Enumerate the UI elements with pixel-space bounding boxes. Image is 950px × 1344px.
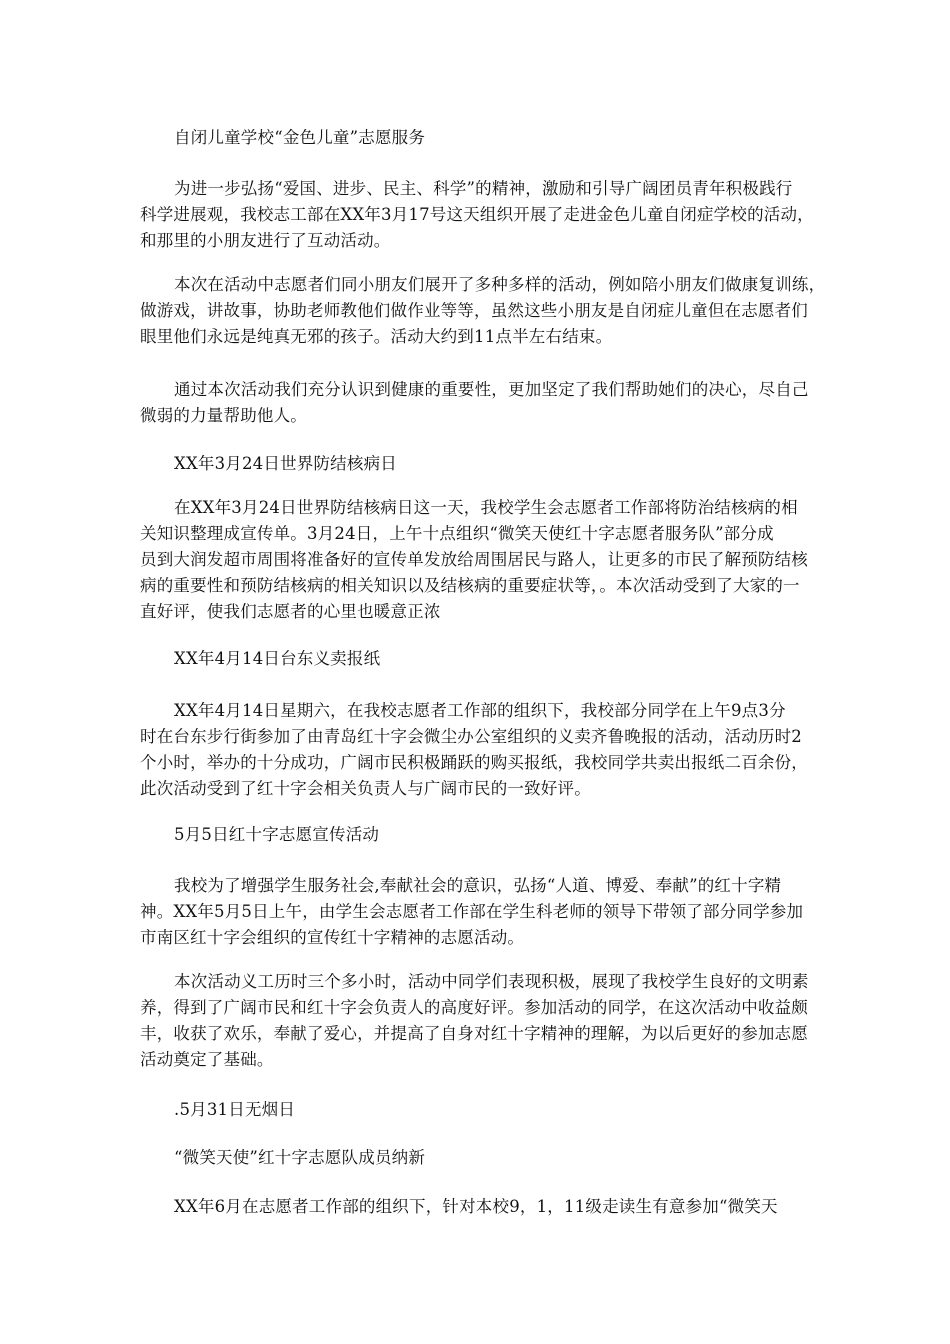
paragraph-line: 本次在活动中志愿者们同小朋友们展开了多种多样的活动，例如陪小朋友们做康复训练， <box>174 275 826 294</box>
paragraph-line: 为进一步弘扬“爱国、进步、民主、科学”的精神，激励和引导广阔团员青年积极践行 <box>174 179 793 198</box>
section-heading: XX年4月14日台东义卖报纸 <box>174 649 381 668</box>
paragraph-line: 我校为了增强学生服务社会,奉献社会的意识，弘扬“人道、博爱、奉献”的红十字精 <box>174 876 782 895</box>
section-heading: “微笑天使”红十字志愿队成员纳新 <box>174 1148 426 1167</box>
paragraph-line: XX年6月在志愿者工作部的组织下，针对本校9，1，11级走读生有意参加“微笑天 <box>174 1197 778 1216</box>
paragraph-line: 时在台东步行街参加了由青岛红十字会微尘办公室组织的义卖齐鲁晚报的活动，活动历时2 <box>140 727 802 746</box>
paragraph-line: 通过本次活动我们充分认识到健康的重要性，更加坚定了我们帮助她们的决心，尽自己 <box>174 380 809 399</box>
paragraph-line: 在XX年3月24日世界防结核病日这一天，我校学生会志愿者工作部将防治结核病的相 <box>174 498 798 517</box>
paragraph-line: 丰，收获了欢乐，奉献了爱心，并提高了自身对红十字精神的理解，为以后更好的参加志愿 <box>140 1024 808 1043</box>
paragraph-line: 养，得到了广阔市民和红十字会负责人的高度好评。参加活动的同学，在这次活动中收益颇 <box>140 998 808 1017</box>
paragraph-line: 微弱的力量帮助他人。 <box>140 406 307 425</box>
section-heading: .5月31日无烟日 <box>174 1100 296 1119</box>
paragraph-line: 个小时，举办的十分成功，广阔市民积极踊跃的购买报纸，我校同学共卖出报纸二百余份， <box>140 753 808 772</box>
paragraph-line: 和那里的小朋友进行了互动活动。 <box>140 231 391 250</box>
paragraph-line: 直好评，使我们志愿者的心里也暖意正浓 <box>140 602 441 621</box>
section-heading: XX年3月24日世界防结核病日 <box>174 454 397 473</box>
paragraph-line: XX年4月14日星期六，在我校志愿者工作部的组织下，我校部分同学在上午9点3分 <box>174 701 786 720</box>
section-heading: 5月5日红十字志愿宣传活动 <box>174 825 380 844</box>
paragraph-line: 关知识整理成宣传单。3月24日，上午十点组织“微笑天使红十字志愿者服务队”部分成 <box>140 524 774 543</box>
paragraph-line: 本次活动义工历时三个多小时，活动中同学们表现积极，展现了我校学生良好的文明素 <box>174 972 809 991</box>
section-heading: 自闭儿童学校“金色儿童”志愿服务 <box>174 128 426 147</box>
paragraph-line: 科学进展观，我校志工部在XX年3月17号这天组织开展了走进金色儿童自闭症学校的活动， <box>140 205 814 224</box>
paragraph-line: 病的重要性和预防结核病的相关知识以及结核病的重要症状等，。本次活动受到了大家的一 <box>140 576 800 595</box>
paragraph-line: 此次活动受到了红十字会相关负责人与广阔市民的一致好评。 <box>140 779 591 798</box>
paragraph-line: 神。XX年5月5日上午，由学生会志愿者工作部在学生科老师的领导下带领了部分同学参加 <box>140 902 804 921</box>
paragraph-line: 做游戏，讲故事，协助老师教他们做作业等等，虽然这些小朋友是自闭症儿童但在志愿者们 <box>140 301 808 320</box>
paragraph-line: 市南区红十字会组织的宣传红十字精神的志愿活动。 <box>140 928 525 947</box>
paragraph-line: 活动奠定了基础。 <box>140 1050 274 1069</box>
paragraph-line: 员到大润发超市周围将准备好的宣传单发放给周围居民与路人，让更多的市民了解预防结核 <box>140 550 808 569</box>
paragraph-line: 眼里他们永远是纯真无邪的孩子。活动大约到11点半左右结束。 <box>140 327 613 346</box>
